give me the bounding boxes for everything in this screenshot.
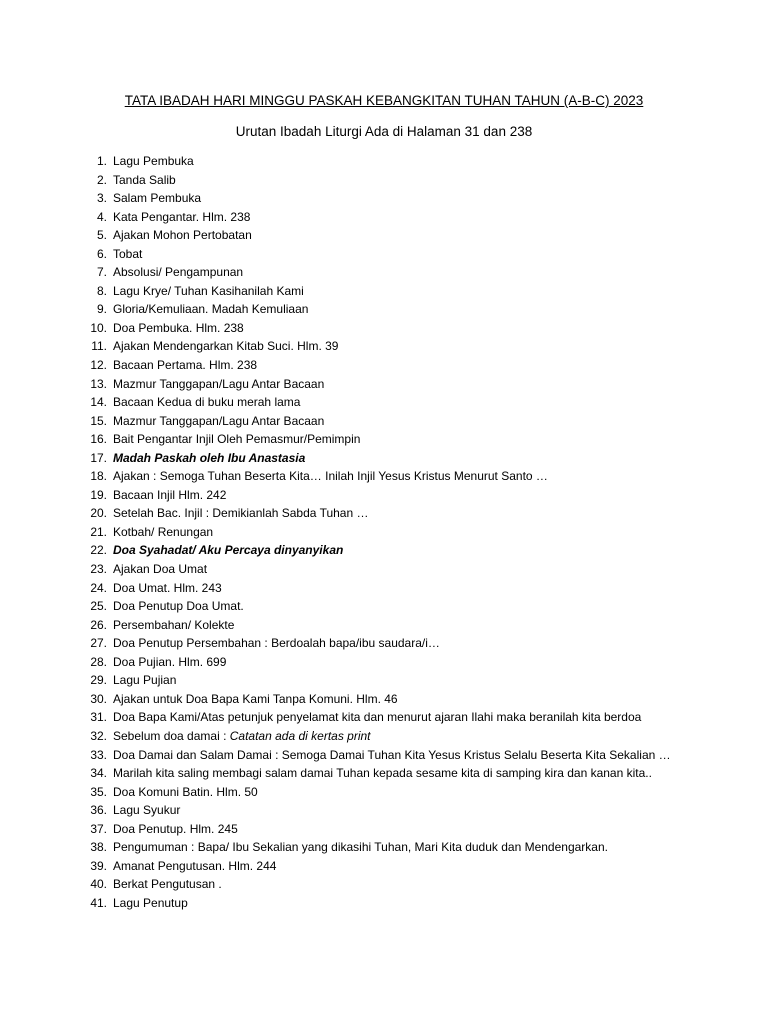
list-item-main-text: Pengumuman : Bapa/ Ibu Sekalian yang dikasihi Tuhan, Mari Kita duduk dan Mendengarkan. [113, 840, 608, 855]
list-item-number: 29. [90, 673, 107, 688]
list-item-number: 40. [90, 877, 107, 892]
list-item-main-text: Doa Bapa Kami/Atas petunjuk penyelamat kita dan menurut ajaran Ilahi maka beranilah kita berdoa [113, 710, 642, 725]
list-item-text [113, 579, 222, 598]
list-item-number: 12. [90, 358, 107, 373]
list-item [0, 560, 768, 579]
list-item-number: 11. [91, 339, 107, 354]
list-item [0, 541, 768, 560]
list-item-main-text: Lagu Penutup [113, 895, 188, 910]
list-item-text [113, 486, 226, 505]
list-item-main-text: Doa Pujian. Hlm. 699 [113, 654, 227, 669]
list-item-text [113, 504, 368, 523]
list-item [0, 523, 768, 542]
list-item-text [113, 634, 440, 653]
list-item [0, 894, 768, 913]
list-item-number: 17. [90, 450, 107, 465]
list-item-text [113, 857, 276, 876]
list-item-main-text: Kotbah/ Renungan [113, 524, 214, 539]
list-item-main-text: Amanat Pengutusan. Hlm. 244 [113, 858, 277, 873]
list-item-main-text: Ajakan Mendengarkan Kitab Suci. Hlm. 39 [113, 339, 339, 354]
list-item-main-text: Salam Pembuka [113, 191, 202, 206]
list-item [0, 616, 768, 635]
list-item-text [113, 560, 207, 579]
list-item-number: 39. [90, 858, 107, 873]
list-item-number: 9. [96, 302, 107, 317]
list-item-number: 34. [90, 766, 107, 781]
list-item-number: 8. [96, 283, 107, 298]
list-item-text [113, 412, 324, 431]
list-item-main-text: Bacaan Injil Hlm. 242 [113, 487, 227, 502]
list-item [0, 671, 768, 690]
list-item-text [113, 894, 188, 913]
list-item-text [113, 226, 252, 245]
list-item [0, 282, 768, 301]
list-item-number: 38. [90, 840, 107, 855]
list-item-main-text: Ajakan untuk Doa Bapa Kami Tanpa Komuni. Hlm. 46 [113, 691, 398, 706]
document-title: TATA IBADAH HARI MINGGU PASKAH KEBANGKITAN TUHAN TAHUN (A-B-C) 2023 [124, 93, 644, 108]
list-item-text [113, 541, 343, 560]
list-item-number: 5. [96, 228, 107, 243]
list-item-text [113, 708, 641, 727]
list-item [0, 393, 768, 412]
list-item-text [113, 189, 201, 208]
list-item-main-text: Bacaan Kedua di buku merah lama [113, 395, 301, 410]
list-item-number: 1. [96, 154, 107, 168]
list-item-text [113, 337, 338, 356]
list-item-text [113, 449, 305, 468]
list-item-text [113, 597, 244, 616]
list-item-text [113, 690, 398, 709]
list-item-number: 28. [90, 654, 107, 669]
list-item-text [113, 467, 548, 486]
list-item [0, 783, 768, 802]
list-item-text [113, 764, 652, 783]
list-item-text [113, 820, 238, 839]
list-item-number: 26. [90, 617, 107, 632]
list-item-number: 2. [96, 172, 107, 187]
list-item-main-text: Doa Penutup Persembahan : Berdoalah bapa/ibu saudara/i… [113, 636, 440, 651]
list-item [0, 690, 768, 709]
list-item-text [113, 838, 608, 857]
list-item-text [113, 393, 300, 412]
list-item [0, 189, 768, 208]
list-item-number: 4. [96, 209, 107, 224]
list-item-main-text: Absolusi/ Pengampunan [113, 265, 244, 280]
list-item-number: 23. [90, 562, 107, 577]
list-item-italic-note: Catatan ada di kertas print [229, 728, 371, 743]
list-item [0, 634, 768, 653]
list-item-main-text: Sebelum doa damai : [113, 728, 230, 743]
list-item-text [113, 653, 226, 672]
list-item-number: 41. [90, 895, 107, 910]
list-item [0, 727, 768, 746]
list-item [0, 263, 768, 282]
list-item [0, 300, 768, 319]
list-item-number: 7. [96, 265, 107, 280]
list-item-text [113, 875, 222, 894]
list-item [0, 820, 768, 839]
list-item-number: 31. [90, 710, 107, 725]
list-item [0, 412, 768, 431]
list-item-main-text: Marilah kita saling membagi salam damai Tuhan kepada sesame kita di samping kira dan kanan kita.. [113, 766, 652, 781]
list-item-main-text: Lagu Pembuka [113, 154, 194, 168]
list-item-text [113, 282, 304, 301]
list-item-main-text: Berkat Pengutusan . [113, 877, 222, 892]
list-item-number: 16. [90, 432, 107, 447]
list-item-number: 14. [90, 395, 107, 410]
list-item-number: 21. [90, 524, 107, 539]
list-item-text [113, 616, 234, 635]
list-item [0, 764, 768, 783]
list-item-text [113, 245, 142, 264]
list-item [0, 152, 768, 171]
liturgy-order-list [0, 152, 768, 912]
list-item-text [113, 727, 371, 746]
list-item [0, 430, 768, 449]
list-item-number: 33. [90, 747, 107, 762]
list-item [0, 801, 768, 820]
list-item-text [113, 801, 180, 820]
list-item [0, 579, 768, 598]
list-item-main-text: Doa Syahadat/ Aku Percaya dinyanyikan [113, 543, 344, 558]
list-item-number: 32. [90, 728, 107, 743]
list-item-main-text: Doa Penutup Doa Umat. [113, 599, 244, 614]
list-item-number: 30. [90, 691, 107, 706]
list-item-number: 37. [90, 821, 107, 836]
list-item [0, 356, 768, 375]
list-item [0, 838, 768, 857]
list-item-main-text: Gloria/Kemuliaan. Madah Kemuliaan [113, 302, 309, 317]
list-item-main-text: Lagu Syukur [113, 803, 181, 818]
list-item-text [113, 300, 308, 319]
list-item-main-text: Doa Umat. Hlm. 243 [113, 580, 222, 595]
list-item-main-text: Setelah Bac. Injil : Demikianlah Sabda Tuhan … [113, 506, 369, 521]
list-item-main-text: Mazmur Tanggapan/Lagu Antar Bacaan [113, 376, 325, 391]
list-item-main-text: Tobat [113, 246, 143, 261]
list-item-main-text: Madah Paskah oleh Ibu Anastasia [113, 450, 306, 465]
list-item [0, 449, 768, 468]
list-item-main-text: Doa Pembuka. Hlm. 238 [113, 320, 244, 335]
list-item [0, 226, 768, 245]
list-item-main-text: Bait Pengantar Injil Oleh Pemasmur/Pemimpin [113, 432, 361, 447]
list-item [0, 208, 768, 227]
list-item-number: 6. [96, 246, 107, 261]
document-subtitle: Urutan Ibadah Liturgi Ada di Halaman 31 dan 238 [235, 124, 533, 139]
list-item-main-text: Lagu Pujian [113, 673, 177, 688]
list-item-number: 25. [90, 599, 107, 614]
list-item [0, 597, 768, 616]
list-item-text [113, 356, 257, 375]
list-item-text [113, 746, 671, 765]
list-item [0, 171, 768, 190]
list-item-main-text: Kata Pengantar. Hlm. 238 [113, 209, 251, 224]
list-item [0, 653, 768, 672]
list-item-main-text: Doa Komuni Batin. Hlm. 50 [113, 784, 258, 799]
list-item-main-text: Ajakan : Semoga Tuhan Beserta Kita… Inilah Injil Yesus Kristus Menurut Santo … [113, 469, 548, 484]
list-item-text [113, 523, 213, 542]
list-item-number: 19. [90, 487, 107, 502]
list-item-number: 27. [90, 636, 107, 651]
list-item [0, 319, 768, 338]
list-item-number: 18. [90, 469, 107, 484]
list-item [0, 746, 768, 765]
list-item-text [113, 783, 258, 802]
list-item-text [113, 263, 243, 282]
list-item-main-text: Ajakan Mohon Pertobatan [113, 228, 252, 243]
list-item-number: 22. [90, 543, 107, 558]
list-item-text [113, 319, 244, 338]
list-item-number: 13. [90, 376, 107, 391]
list-item [0, 245, 768, 264]
list-item-number: 36. [90, 803, 107, 818]
list-item [0, 708, 768, 727]
list-item-main-text: Ajakan Doa Umat [113, 562, 208, 577]
list-item-text [113, 152, 194, 171]
list-item [0, 486, 768, 505]
list-item-main-text: Bacaan Pertama. Hlm. 238 [113, 358, 258, 373]
list-item [0, 337, 768, 356]
list-item-main-text: Doa Penutup. Hlm. 245 [113, 821, 238, 836]
list-item-text [113, 671, 176, 690]
list-item-text [113, 375, 324, 394]
list-item-text [113, 430, 360, 449]
list-item [0, 375, 768, 394]
list-item [0, 504, 768, 523]
list-item-main-text: Persembahan/ Kolekte [113, 617, 235, 632]
list-item-text [113, 208, 250, 227]
list-item-number: 35. [90, 784, 107, 799]
list-item-main-text: Mazmur Tanggapan/Lagu Antar Bacaan [113, 413, 325, 428]
list-item-main-text: Tanda Salib [113, 172, 176, 187]
list-item [0, 875, 768, 894]
list-item-number: 24. [90, 580, 107, 595]
list-item [0, 857, 768, 876]
list-item-text [113, 171, 176, 190]
list-item-number: 10. [90, 320, 107, 335]
list-item-number: 3. [96, 191, 107, 206]
list-item-number: 20. [90, 506, 107, 521]
list-item [0, 467, 768, 486]
list-item-number: 15. [90, 413, 107, 428]
list-item-main-text: Lagu Krye/ Tuhan Kasihanilah Kami [113, 283, 304, 298]
list-item-main-text: Doa Damai dan Salam Damai : Semoga Damai Tuhan Kita Yesus Kristus Selalu Beserta Kita Sekalian … [113, 747, 671, 762]
